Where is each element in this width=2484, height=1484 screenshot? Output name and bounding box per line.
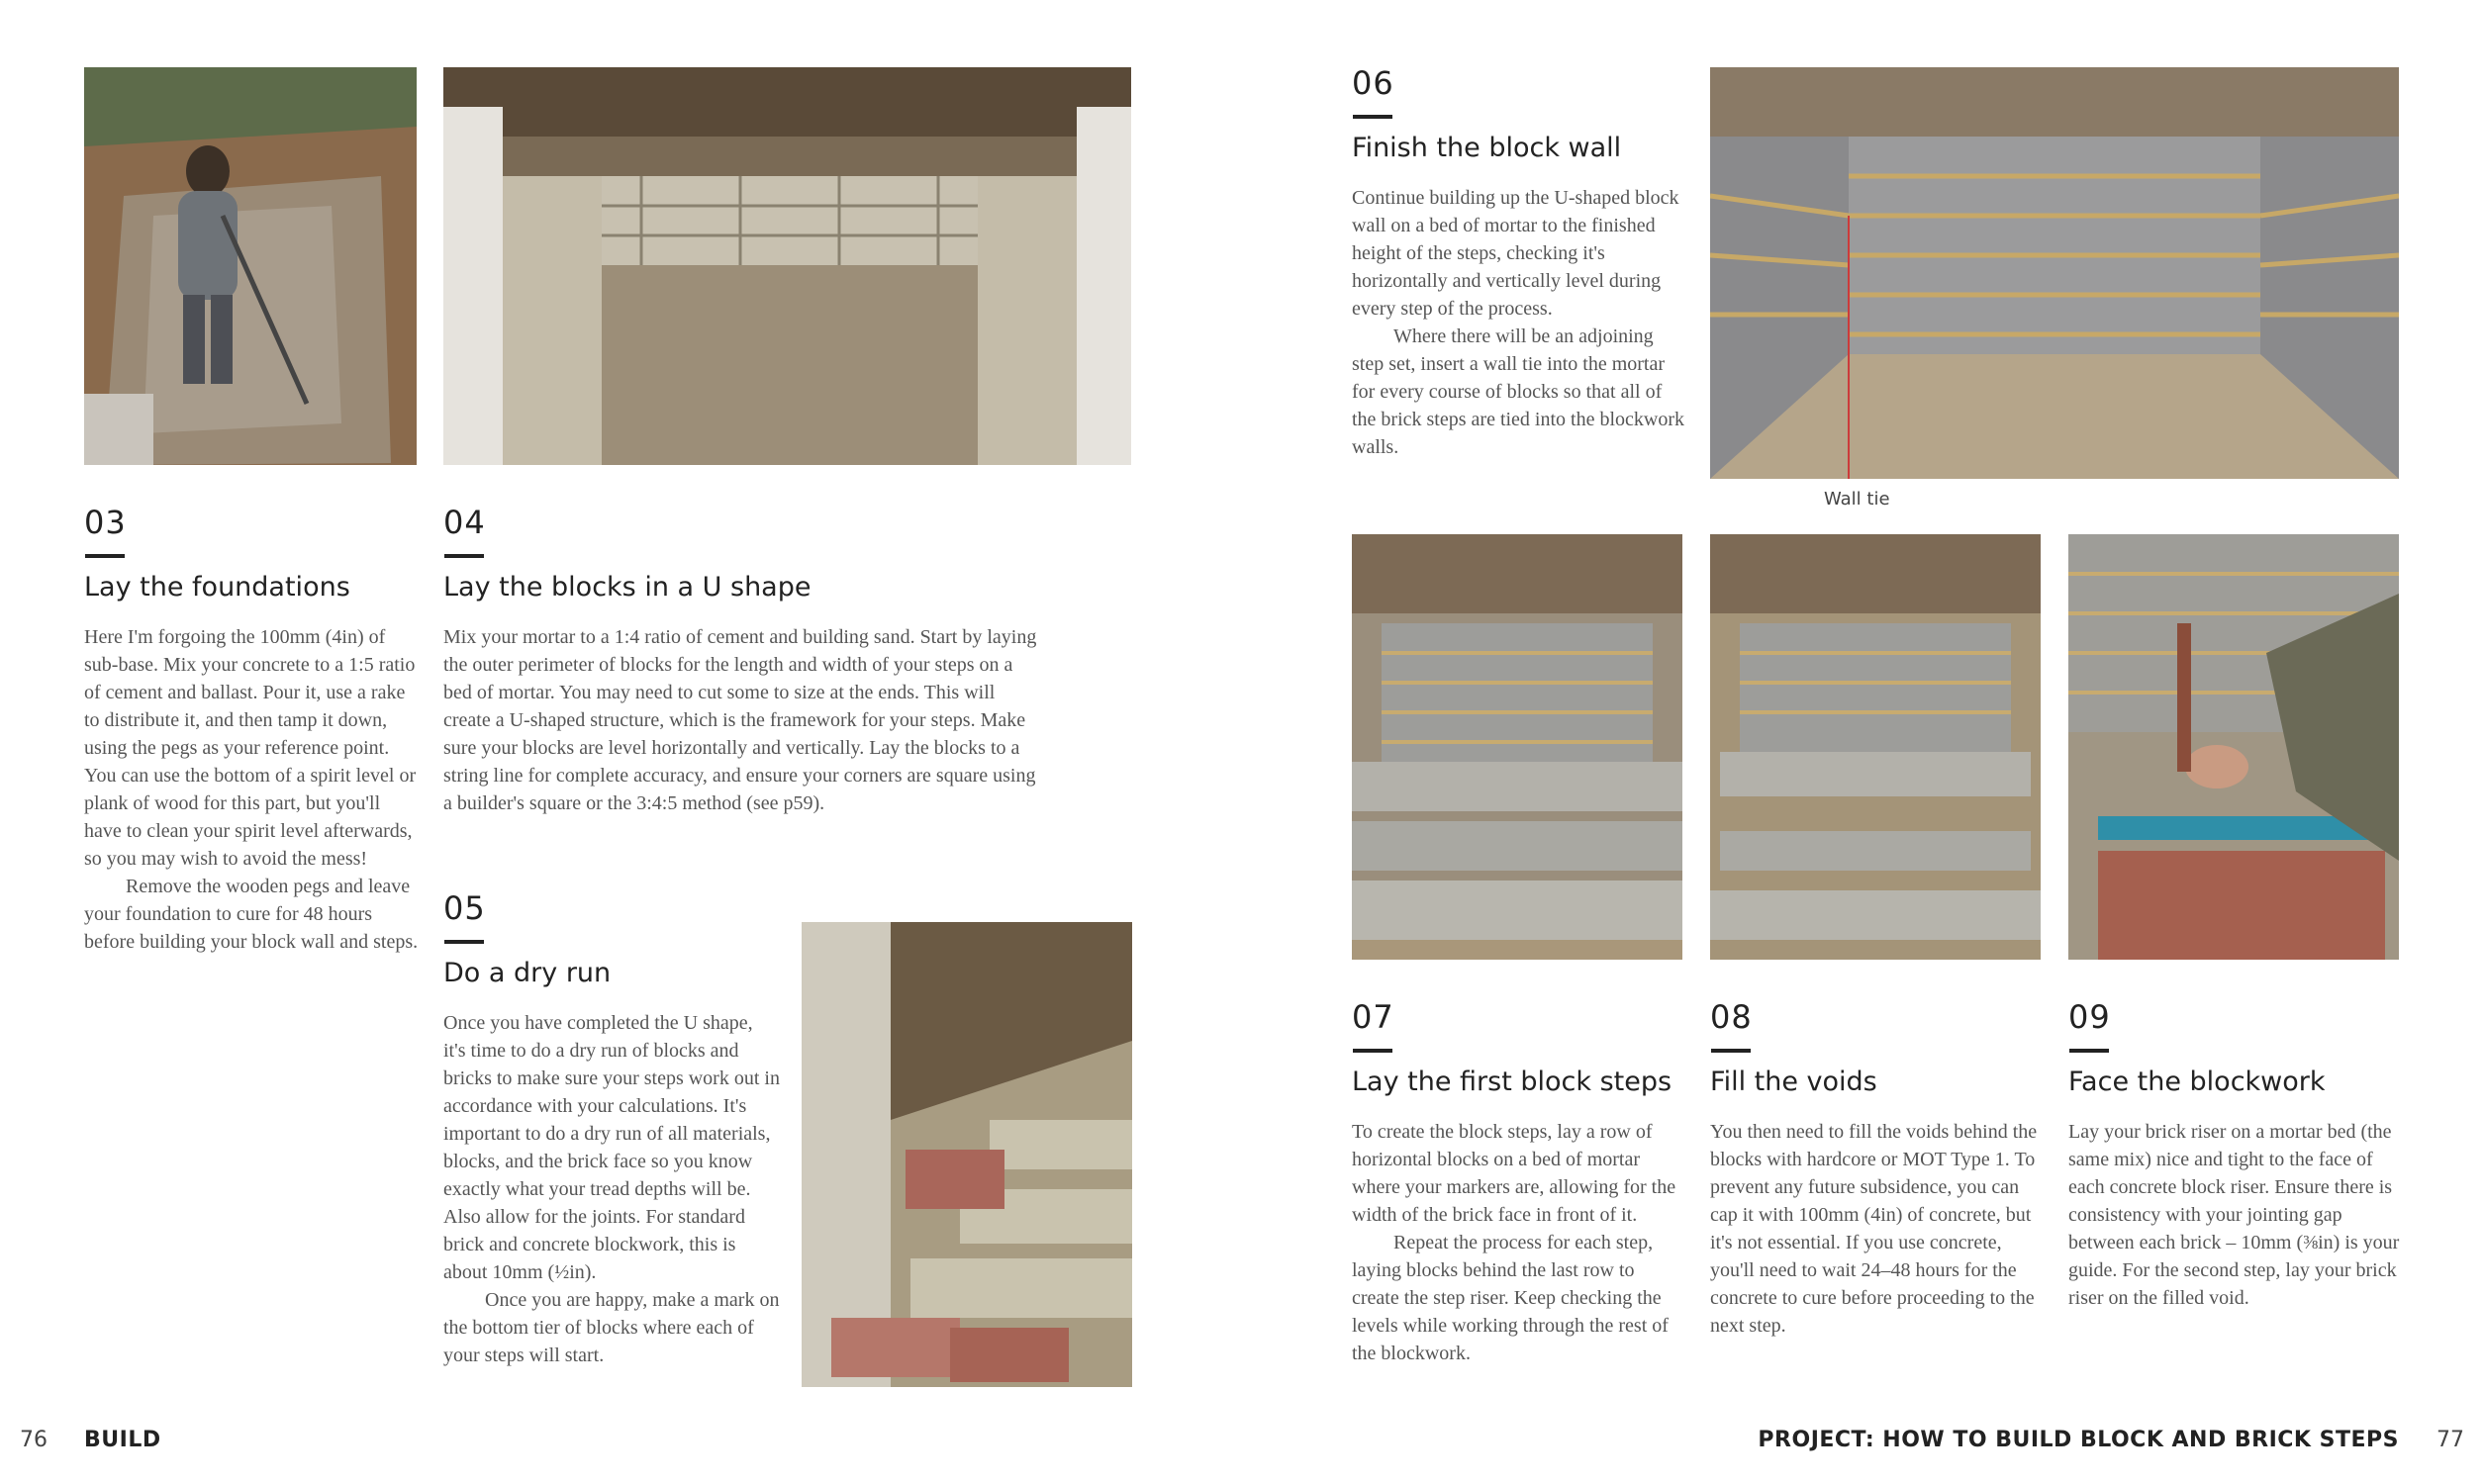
step-07-title: Lay the first block steps (1352, 1067, 1672, 1097)
photo-finished-block-wall (1710, 67, 2399, 479)
step-07-paragraph-1: To create the block steps, lay a row of horizontal blocks on a bed of mortar where your markers are, allowing for the width of the brick face in front of it. (1352, 1121, 1676, 1226)
step-03-paragraph-2: Remove the wooden pegs and leave your foundation to cure for 48 hours before building your block wall and steps. (84, 876, 419, 953)
photo-foundation-pour (84, 67, 417, 465)
photo-first-block-steps (1352, 534, 1682, 960)
step-06-rule (1353, 115, 1392, 119)
step-07-paragraph-2: Repeat the process for each step, laying blocks behind the last row to create the step riser. Keep checking the levels while working through the rest of the blockwork. (1352, 1232, 1669, 1364)
step-06-paragraph-1: Continue building up the U-shaped block wall on a bed of mortar to the finished height of the steps, checking it's horizontally and vertically level during every step of the process. (1352, 187, 1679, 320)
step-08-body (1710, 1118, 2047, 1340)
step-06-paragraph-2: Where there will be an adjoining step set, insert a wall tie into the mortar for every course of blocks so that all of the brick steps are tied into the blockwork walls. (1352, 325, 1685, 458)
step-04-body (443, 623, 1037, 817)
step-09-rule (2069, 1049, 2109, 1053)
project-title-label: PROJECT: HOW TO BUILD BLOCK AND BRICK STEPS (1758, 1428, 2399, 1452)
step-08-title: Fill the voids (1710, 1067, 1877, 1097)
step-04-paragraph-1: Mix your mortar to a 1:4 ratio of cement and building sand. Start by laying the outer perimeter of blocks for the length and width of your steps on a bed of mortar. You may need to cut some to size at the ends. This will create a U-shaped structure, which is the framework for your steps. Make sure your blocks are level horizontally and vertically. Lay the blocks to a string line for complete accuracy, and ensure your corners are square using a builder's square or the 3:4:5 method (see p59). (443, 626, 1037, 814)
page-number-right: 77 (2436, 1428, 2464, 1452)
step-07-number: 07 (1352, 998, 1394, 1036)
step-05-paragraph-1: Once you have completed the U shape, it's time to do a dry run of blocks and bricks to make sure your steps work out in accordance with your calculations. It's important to do a dry run of all materials, blocks, and the brick face so you know exactly what your tread depths will be. Also allow for the joints. For standard brick and concrete blockwork, this is about 10mm (½in). (443, 1012, 780, 1283)
step-05-number: 05 (443, 889, 486, 927)
step-05-paragraph-2: Once you are happy, make a mark on the bottom tier of blocks where each of your steps will start. (443, 1289, 780, 1366)
step-03-title: Lay the foundations (84, 572, 350, 603)
photo-fill-voids (1710, 534, 2041, 960)
step-09-title: Face the blockwork (2068, 1067, 2326, 1097)
step-09-body (2068, 1118, 2405, 1312)
step-08-rule (1711, 1049, 1751, 1053)
step-09-paragraph-1: Lay your brick riser on a mortar bed (the same mix) nice and tight to the face of each concrete block riser. Ensure there is consistency with your jointing gap between each brick – 10mm (⅜in) is your guide. For the second step, lay your brick riser on the filled void. (2068, 1121, 2400, 1309)
step-06-number: 06 (1352, 64, 1394, 102)
step-06-body (1352, 184, 1688, 461)
step-08-number: 08 (1710, 998, 1753, 1036)
photo-face-blockwork (2068, 534, 2399, 960)
step-07-rule (1353, 1049, 1392, 1053)
step-06-title: Finish the block wall (1352, 133, 1622, 163)
step-04-title: Lay the blocks in a U shape (443, 572, 812, 603)
photo-u-shape-blocks (443, 67, 1131, 465)
step-04-number: 04 (443, 504, 486, 541)
step-04-rule (444, 554, 484, 558)
step-05-body (443, 1009, 780, 1369)
step-03-number: 03 (84, 504, 127, 541)
step-08-paragraph-1: You then need to fill the voids behind the blocks with hardcore or MOT Type 1. To prevent any future subsidence, you can cap it with 100mm (4in) of concrete, but it's not essential. If you use concrete, you'll need to wait 24–48 hours for the concrete to cure before proceeding to the next step. (1710, 1121, 2038, 1337)
page-number-left: 76 (20, 1428, 48, 1452)
step-05-title: Do a dry run (443, 958, 612, 988)
step-05-rule (444, 940, 484, 944)
step-03-body (84, 623, 421, 956)
step-09-number: 09 (2068, 998, 2111, 1036)
step-07-body (1352, 1118, 1682, 1367)
step-03-paragraph-1: Here I'm forgoing the 100mm (4in) of sub-base. Mix your concrete to a 1:5 ratio of cement and ballast. Pour it, use a rake to distribute it, and then tamp it down, using the pegs as your reference point. You can use the bottom of a spirit level or plank of wood for this part, but you'll have to clean your spirit level afterwards, so you may wish to avoid the mess! (84, 626, 417, 870)
wall-tie-caption: Wall tie (1824, 489, 1890, 510)
photo-dry-run (802, 922, 1132, 1387)
step-03-rule (85, 554, 125, 558)
section-label: BUILD (84, 1428, 161, 1452)
